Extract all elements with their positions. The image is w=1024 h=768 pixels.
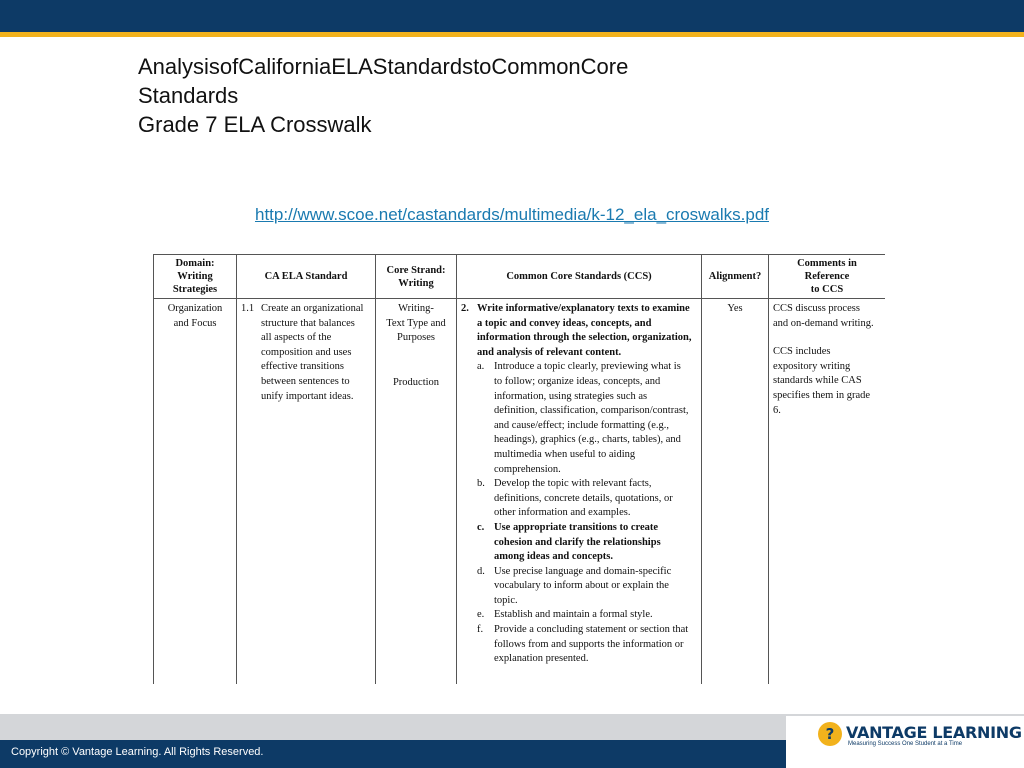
ccs-main-standard: 2. Write informative/explanatory texts to examine a topic and convey ideas, concepts, and information through the selection, organization, and analysis of relevant content.: [461, 303, 692, 358]
title-line-2: Standards: [138, 83, 239, 108]
ccs-item-f: f. Provide a concluding statement or section that follows from and supports the information or explanation presented.: [477, 624, 689, 665]
cell-core-strand: Writing- Text Type and Purposes Production: [376, 299, 457, 685]
header-accent-stripe: [0, 32, 1024, 37]
header-alignment: Alignment?: [702, 255, 769, 299]
crosswalk-table: [153, 254, 885, 684]
ccs-item-a: a. Introduce a topic clearly, previewing what is to follow; organize ideas, concepts, and information, using strategies such as definition, classification, comparison/contrast, and cause/effect; include formatting (e.g., headings), graphics (e.g., charts, tables), and multimedia when useful to aiding comprehension.: [477, 361, 689, 475]
crosswalk-document-image: [153, 254, 885, 684]
cell-alignment: Yes: [702, 299, 769, 685]
strand-production: Production: [392, 376, 440, 388]
header-core-strand: Core Strand: Writing: [376, 255, 457, 299]
cell-ca-standard: 1.1 Create an organizational structure that balances all aspects of the composition and uses effective transitions between sentences to unify important ideas.: [237, 299, 376, 685]
table-header-row: [154, 255, 886, 299]
vantage-logo-icon: ?: [818, 722, 842, 746]
title-line-3: Grade 7 ELA Crosswalk: [138, 112, 372, 137]
ccs-item-c: c. Use appropriate transitions to create cohesion and clarify the relationships among ideas and concepts.: [477, 521, 661, 563]
header-ca-ela-standard: CA ELA Standard: [237, 255, 376, 299]
source-link[interactable]: http://www.scoe.net/castandards/multimedia/k-12_ela_croswalks.pdf: [254, 205, 770, 224]
ccs-item-e: e. Establish and maintain a formal style.: [477, 609, 653, 621]
slide-title: [138, 52, 628, 139]
cell-comments: CCS discuss process and on-demand writing. CCS includes expository writing standards while CAS specifies them in grade 6.: [769, 299, 886, 685]
copyright-text: Copyright © Vantage Learning. All Rights Reserved.: [11, 746, 264, 758]
header-bar: [0, 0, 1024, 32]
logo-name: VANTAGE LEARNING: [846, 723, 1022, 742]
title-line-1: AnalysisofCaliforniaELAStandardstoCommonCore: [138, 54, 629, 79]
header-common-core-standards: Common Core Standards (CCS): [457, 255, 702, 299]
ca-standard-number: 1.1: [241, 303, 255, 314]
header-domain: Domain: Writing Strategies: [154, 255, 237, 299]
logo-tagline: Measuring Success One Student at a Time: [848, 741, 963, 747]
cell-domain: Organization and Focus: [154, 299, 237, 685]
header-comments: Comments in Reference to CCS: [769, 255, 886, 299]
ccs-item-b: b. Develop the topic with relevant facts, definitions, concrete details, quotations, or other information and examples.: [477, 478, 673, 519]
ccs-item-d: d. Use precise language and domain-specific vocabulary to inform about or explain the topic.: [477, 565, 672, 606]
vantage-learning-logo: [786, 716, 1024, 768]
cell-ccs: [457, 299, 702, 685]
table-row: [154, 299, 886, 685]
